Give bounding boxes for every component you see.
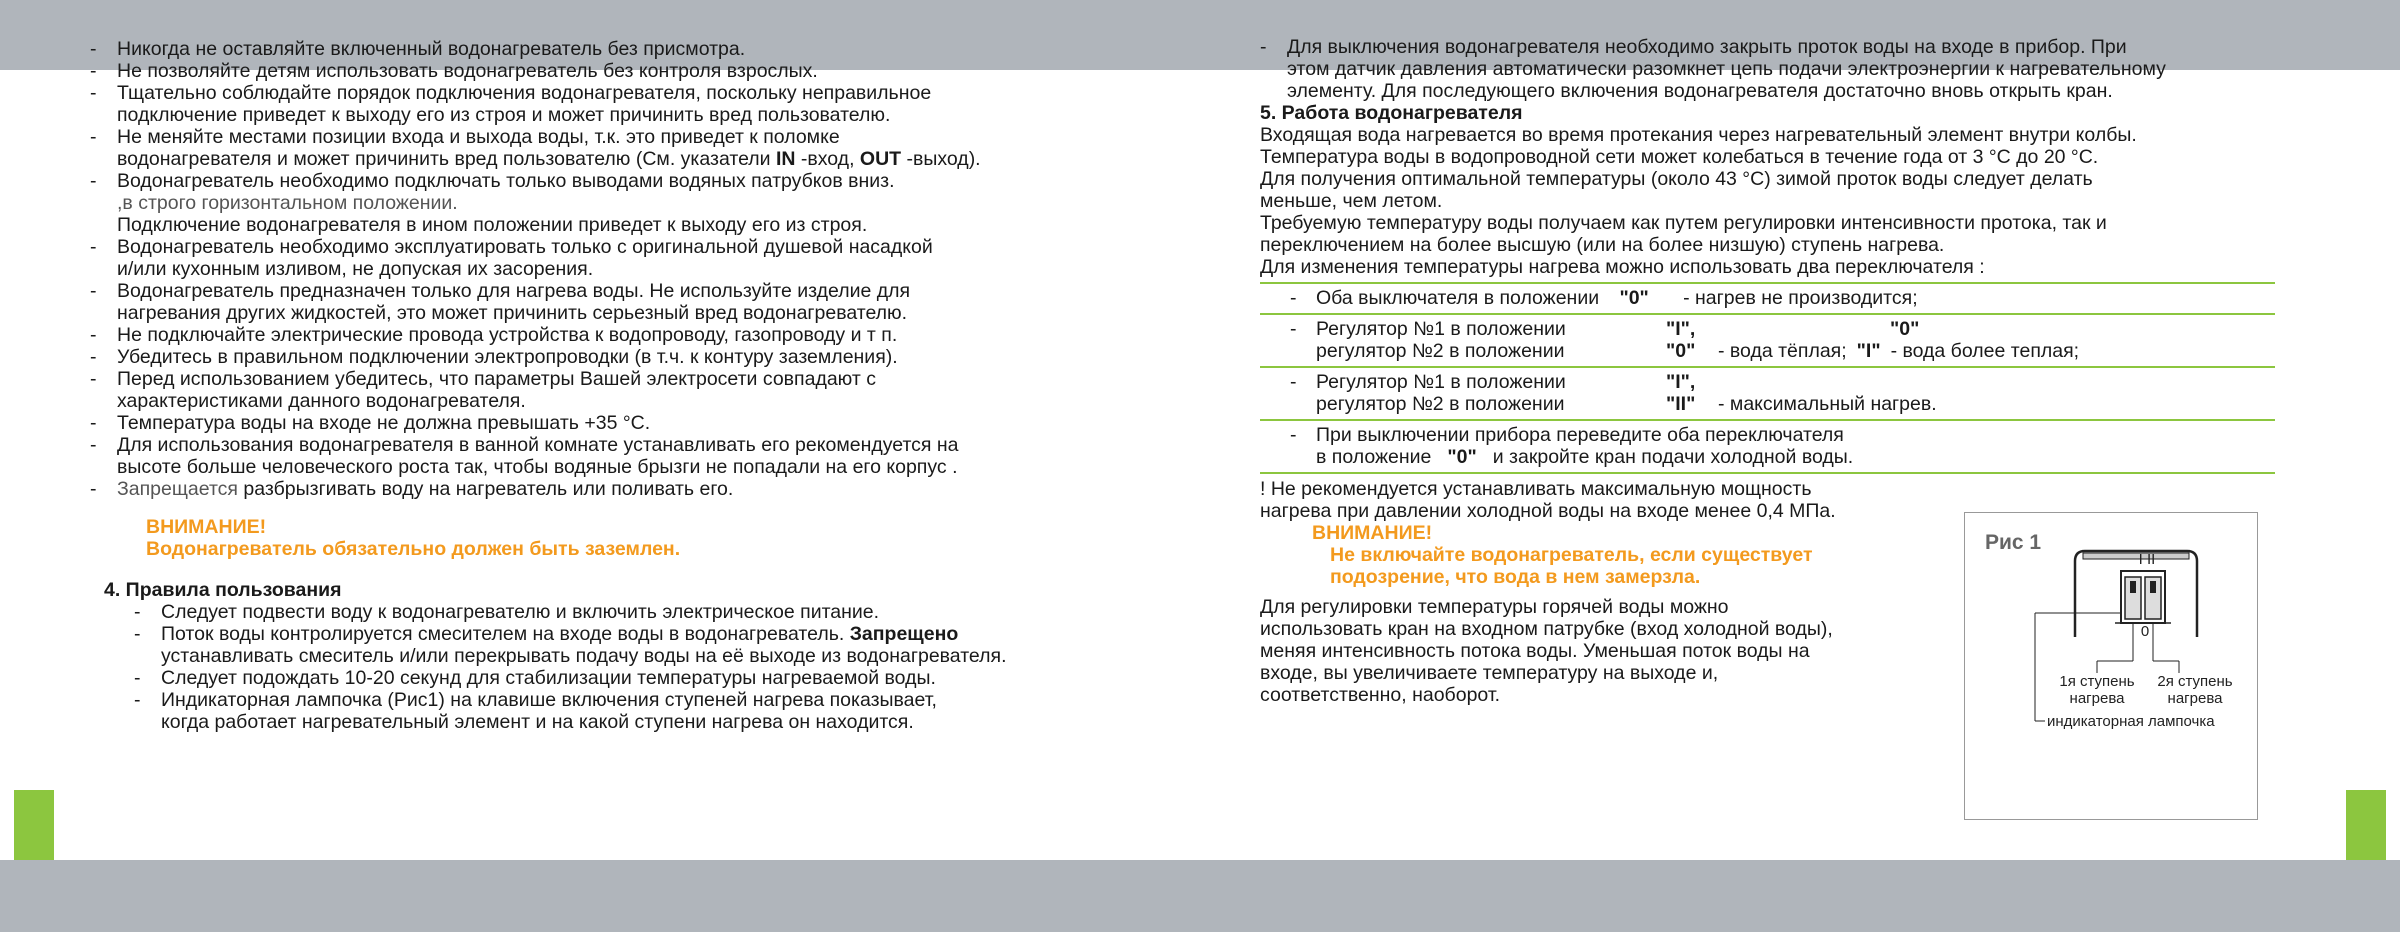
list-item: - Индикаторная лампочка (Рис1) на клавише включения ступеней нагрева показывает, когда работает нагревательный элемент и на какой ступени нагрева он находится. (134, 689, 937, 733)
regulation-paragraph: Для регулировки температуры горячей воды можно использовать кран на входном патрубке (вход холодной воды), меняя интенсивность потока воды. Уменьшая поток воды на входе, вы увеличиваете температуру на выходе и, соответственно, наоборот. (1260, 596, 1833, 706)
warning-block (90, 516, 1200, 560)
table-row: - Регулятор №1 в положении "I", "0" регулятор №2 в положении "0" - вода тёплая; "I" - вода более теплая; (1260, 315, 2275, 368)
list-item: - Водонагреватель предназначен только для нагрева воды. Не используйте изделие для нагревания других жидкостей, это может причинить серьезный вред водонагревателю. (90, 280, 911, 324)
list-item: - Водонагреватель необходимо подключать только выводами водяных патрубков вниз. ,в строго горизонтальном положении. Подключение водонагревателя в ином положении приведет к выходу его из строя. (90, 170, 895, 236)
list-item: - Следует подождать 10-20 секунд для стабилизации температуры нагреваемой воды. (134, 667, 936, 689)
list-item: - Для выключения водонагревателя необходимо закрыть проток воды на входе в прибор. При этом датчик давления автоматически разомкнет цепь подачи электроэнергии к нагревательному элементу. Для последующего включения водонагревателя достаточно вновь открыть кран. (1260, 36, 2166, 102)
list-item: - Запрещается разбрызгивать воду на нагреватель или поливать его. (90, 478, 734, 500)
section-4-title: 4. Правила пользования (104, 579, 342, 601)
warning-title: ВНИМАНИЕ! (1312, 522, 1433, 544)
list-item: - Не меняйте местами позиции входа и выхода воды, т.к. это приведет к поломке водонагревателя и может причинить вред пользователю (См. указатели IN -вход, OUT -выход). (90, 126, 981, 170)
figure-1 (1964, 512, 2258, 820)
stage-2-label: 2я ступень нагрева (2157, 673, 2233, 707)
stage-1-label: 1я ступень нагрева (2059, 673, 2135, 707)
warning-text: Водонагреватель обязательно должен быть заземлен. (146, 538, 681, 560)
switch-table (1260, 282, 2275, 474)
switch-position-marks: I II (2138, 551, 2156, 568)
list-item: - Не подключайте электрические провода устройства к водопроводу, газопроводу и т п. (90, 324, 898, 346)
pressure-note: ! Не рекомендуется устанавливать максимальную мощность нагрева при давлении холодной воды на входе менее 0,4 МПа. (1260, 478, 1836, 522)
section-4-list (90, 601, 1200, 733)
list-item: - Поток воды контролируется смесителем на входе воды в водонагреватель. Запрещено устанавливать смеситель и/или перекрывать подачу воды на её выходе из водонагревателя. (134, 623, 1007, 667)
table-row: - Регулятор №1 в положении "I", регулятор №2 в положении "II" - максимальный нагрев. (1260, 368, 2275, 421)
page-tab-left (14, 790, 54, 860)
list-item: - Для использования водонагревателя в ванной комнате устанавливать его рекомендуется на высоте больше человеческого роста так, чтобы водяные брызги не попадали на его корпус . (90, 434, 959, 478)
list-item: - Не позволяйте детям использовать водонагреватель без контроля взрослых. (90, 60, 818, 82)
section-5-paragraph: Входящая вода нагревается во время протекания через нагревательный элемент внутри колбы. Температура воды в водопроводной сети может колебаться в течение года от 3 °С до 20 °С. Для получения оптимальной температуры (около 43 °С) зимой проток воды следует делать меньше, чем летом. Требуемую температуру воды получаем как путем регулировки интенсивности протока, так и переключением на более высшую (или на более низшую) ступень нагрева. Для изменения температуры нагрева можно использовать два переключателя : (1260, 124, 2137, 278)
list-item: - Никогда не оставляйте включенный водонагреватель без присмотра. (90, 38, 746, 60)
list-item: - Перед использованием убедитесь, что параметры Вашей электросети совпадают с характеристиками данного водонагревателя. (90, 368, 876, 412)
warning-title: ВНИМАНИЕ! (146, 516, 267, 538)
table-row: - Оба выключателя в положении "0" - нагрев не производится; (1260, 284, 2275, 315)
switch-diagram (1965, 513, 2257, 819)
section-5-title: 5. Работа водонагревателя (1260, 102, 1523, 124)
zero-mark: 0 (2140, 623, 2150, 640)
indicator-lamp-label: индикаторная лампочка (2047, 713, 2215, 730)
list-item: - Температура воды на входе не должна превышать +35 °C. (90, 412, 651, 434)
list-item: - Убедитесь в правильном подключении электропроводки (в т.ч. к контуру заземления). (90, 346, 898, 368)
left-column (90, 38, 1200, 733)
page-tab-right (2346, 790, 2386, 860)
list-item: - Водонагреватель необходимо эксплуатировать только с оригинальной душевой насадкой и/или кухонным изливом, не допуская их засорения. (90, 236, 933, 280)
figure-title: Рис 1 (1985, 531, 2042, 554)
table-row: - При выключении прибора переведите оба переключателя в положение "0" и закройте кран подачи холодной воды. (1260, 421, 2275, 474)
list-item: - Следует подвести воду к водонагревателю и включить электрическое питание. (134, 601, 880, 623)
list-item: - Тщательно соблюдайте порядок подключения водонагревателя, поскольку неправильное подключение приведет к выходу его из строя и может причинить вред пользователю. (90, 82, 932, 126)
warning-block-right: ВНИМАНИЕ! Не включайте водонагреватель, если существует подозрение, что вода в нем замерзла. (1260, 522, 2300, 588)
